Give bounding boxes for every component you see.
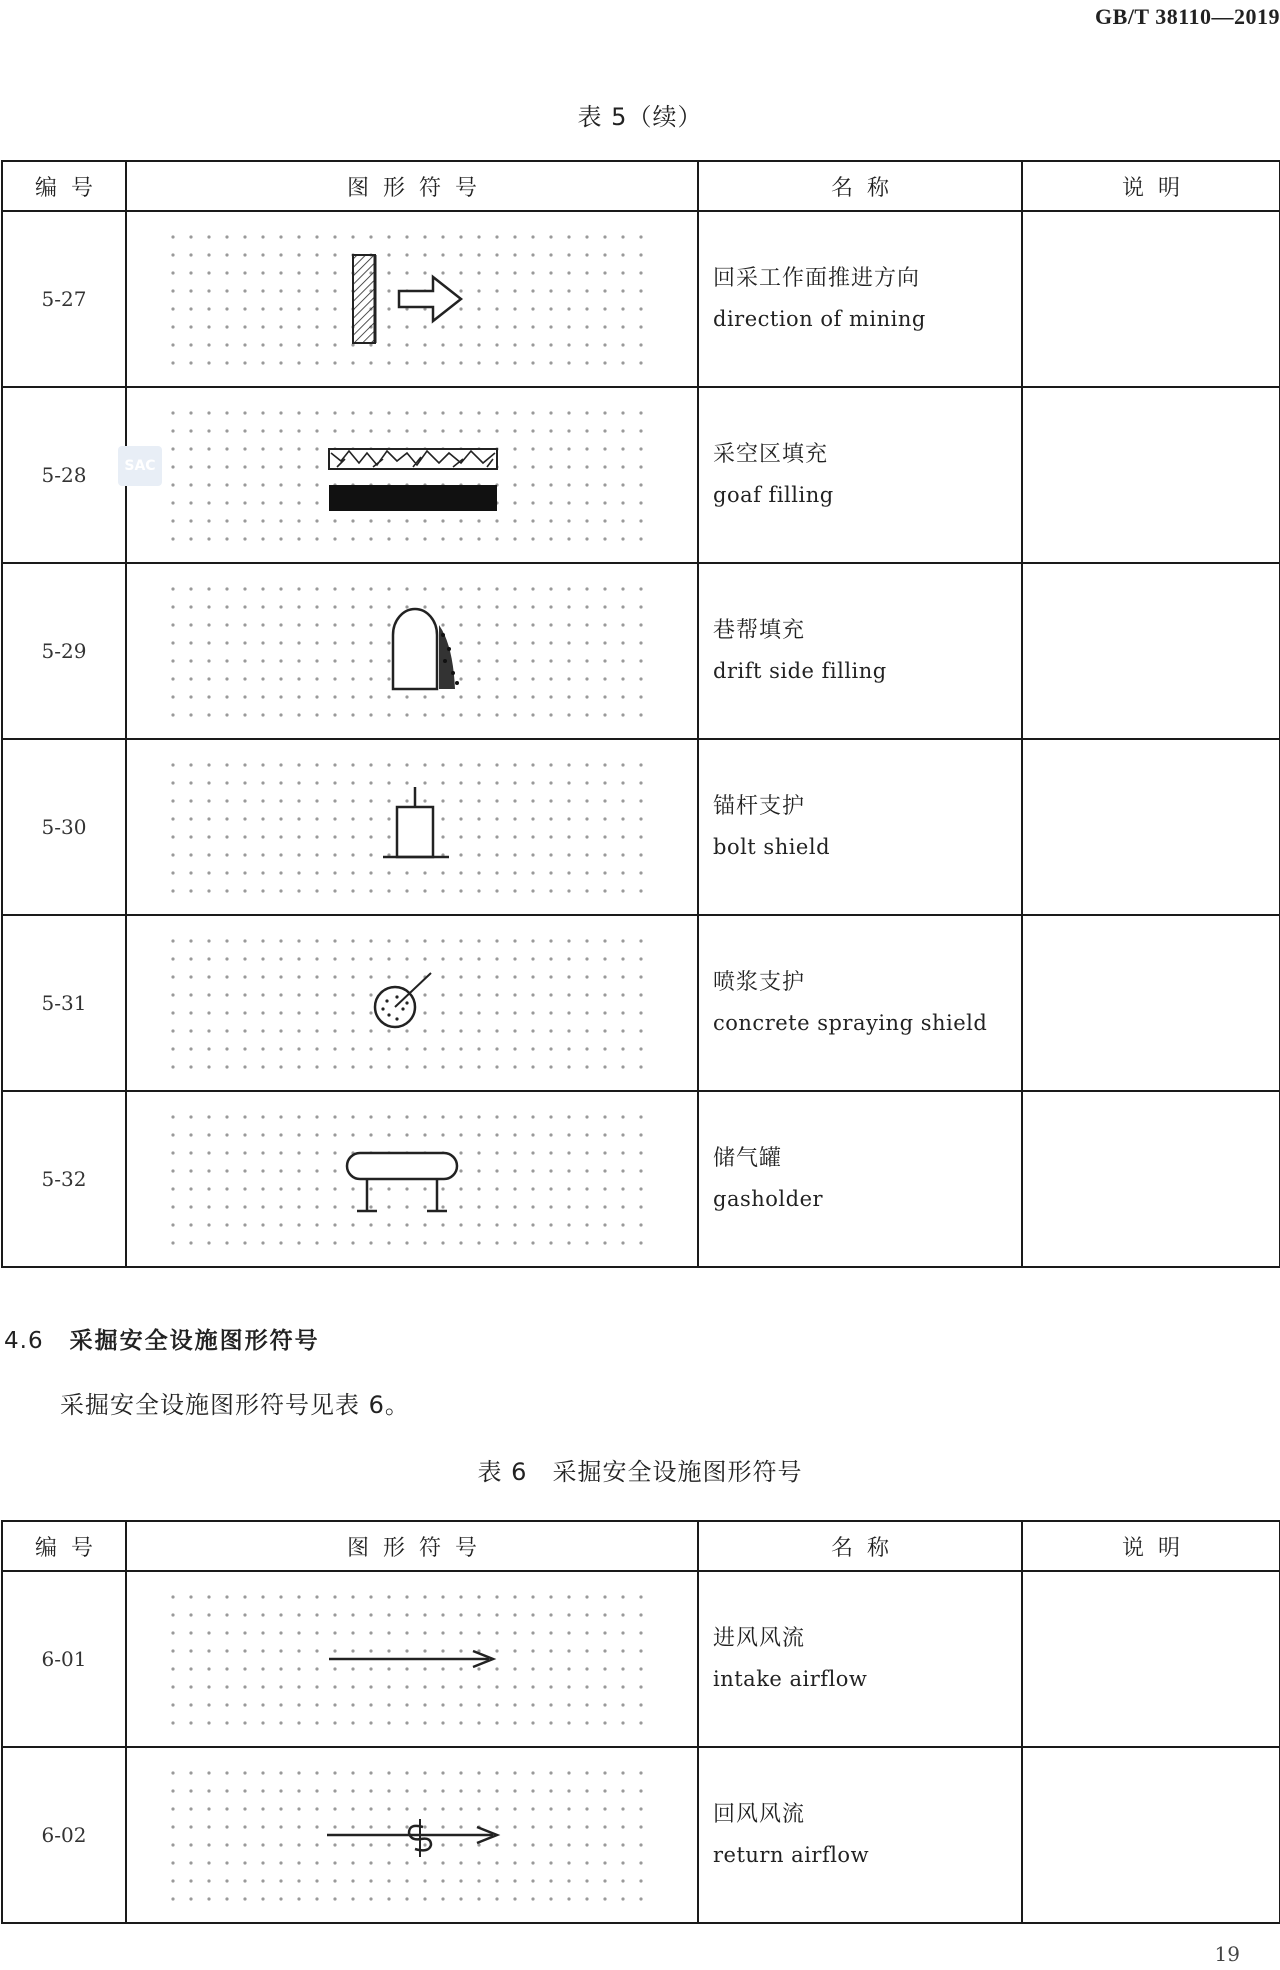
symbol-name — [698, 739, 1022, 915]
table-row — [2, 211, 1280, 387]
column-header-description: 说明 — [1022, 1521, 1280, 1571]
column-header-symbol: 图形符号 — [126, 1521, 698, 1571]
table-6-title: 表 6 采掘安全设施图形符号 — [477, 1458, 803, 1486]
symbol-cell — [126, 387, 698, 563]
row-number: 5-27 — [2, 211, 126, 387]
table-row — [2, 739, 1280, 915]
name-zh: 进风风流 — [713, 1626, 806, 1651]
table-row — [2, 563, 1280, 739]
symbol-cell — [126, 563, 698, 739]
name-en: gasholder — [713, 1187, 824, 1211]
name-zh: 采空区填充 — [713, 442, 829, 467]
row-number: 5-31 — [2, 915, 126, 1091]
description-cell — [1022, 1091, 1280, 1267]
table-header-row — [2, 1521, 1280, 1571]
name-en: drift side filling — [713, 659, 887, 683]
description-cell — [1022, 739, 1280, 915]
name-en: intake airflow — [713, 1667, 868, 1691]
name-zh: 喷浆支护 — [713, 970, 806, 995]
name-en: bolt shield — [713, 835, 831, 859]
symbol-name — [698, 1747, 1022, 1923]
row-number: 5-30 — [2, 739, 126, 915]
symbol-cell — [126, 211, 698, 387]
symbol-cell — [126, 1747, 698, 1923]
sac-watermark: SAC — [118, 446, 162, 486]
description-cell — [1022, 1747, 1280, 1923]
symbol-name — [698, 1571, 1022, 1747]
name-zh: 锚杆支护 — [713, 794, 806, 819]
column-header-name: 名称 — [698, 1521, 1022, 1571]
name-en: direction of mining — [713, 307, 926, 331]
column-header-number: 编号 — [2, 1521, 126, 1571]
table-row — [2, 1747, 1280, 1923]
symbol-name — [698, 387, 1022, 563]
table-6 — [1, 1520, 1280, 1924]
goaf-filling-icon — [127, 389, 699, 561]
mining-direction-icon — [127, 213, 699, 385]
column-header-number: 编号 — [2, 161, 126, 211]
concrete-spraying-icon — [127, 917, 699, 1089]
table-header-row — [2, 161, 1280, 211]
dot-grid — [171, 411, 642, 540]
row-number: 6-02 — [2, 1747, 126, 1923]
table-row — [2, 915, 1280, 1091]
gasholder-icon — [127, 1093, 699, 1265]
row-number: 5-32 — [2, 1091, 126, 1267]
symbol-cell — [126, 1091, 698, 1267]
table-row — [2, 387, 1280, 563]
symbol-name — [698, 211, 1022, 387]
description-cell — [1022, 1571, 1280, 1747]
name-en: return airflow — [713, 1843, 870, 1867]
description-cell — [1022, 563, 1280, 739]
bolt-shield-icon — [127, 741, 699, 913]
symbol-cell — [126, 739, 698, 915]
column-header-name: 名称 — [698, 161, 1022, 211]
section-heading — [4, 1322, 320, 1355]
name-zh: 回采工作面推进方向 — [713, 266, 921, 291]
section-title: 采掘安全设施图形符号 — [69, 1328, 320, 1354]
description-cell — [1022, 387, 1280, 563]
symbol-cell — [126, 915, 698, 1091]
table-row — [2, 1571, 1280, 1747]
table-5-title: 表 5（续） — [577, 103, 703, 131]
symbol-name — [698, 1091, 1022, 1267]
column-header-description: 说明 — [1022, 161, 1280, 211]
table-5 — [1, 160, 1280, 1268]
name-zh: 回风风流 — [713, 1802, 806, 1827]
page-number: 19 — [1214, 1942, 1240, 1966]
standard-code: GB/T 38110—2019 — [1095, 4, 1280, 29]
return-airflow-icon — [127, 1749, 699, 1921]
name-zh: 巷帮填充 — [713, 618, 806, 643]
description-cell — [1022, 211, 1280, 387]
symbol-cell — [126, 1571, 698, 1747]
name-zh: 储气罐 — [713, 1146, 783, 1171]
symbol-name — [698, 915, 1022, 1091]
row-number: 5-28 — [2, 387, 126, 563]
name-en: goaf filling — [713, 483, 834, 507]
section-paragraph: 采掘安全设施图形符号见表 6。 — [60, 1391, 410, 1419]
drift-side-filling-icon — [127, 565, 699, 737]
section-number: 4.6 — [4, 1328, 44, 1354]
symbol-name — [698, 563, 1022, 739]
column-header-symbol: 图形符号 — [126, 161, 698, 211]
row-number: 5-29 — [2, 563, 126, 739]
row-number: 6-01 — [2, 1571, 126, 1747]
table-row — [2, 1091, 1280, 1267]
name-en: concrete spraying shield — [713, 1011, 988, 1035]
description-cell — [1022, 915, 1280, 1091]
intake-airflow-icon — [127, 1573, 699, 1745]
